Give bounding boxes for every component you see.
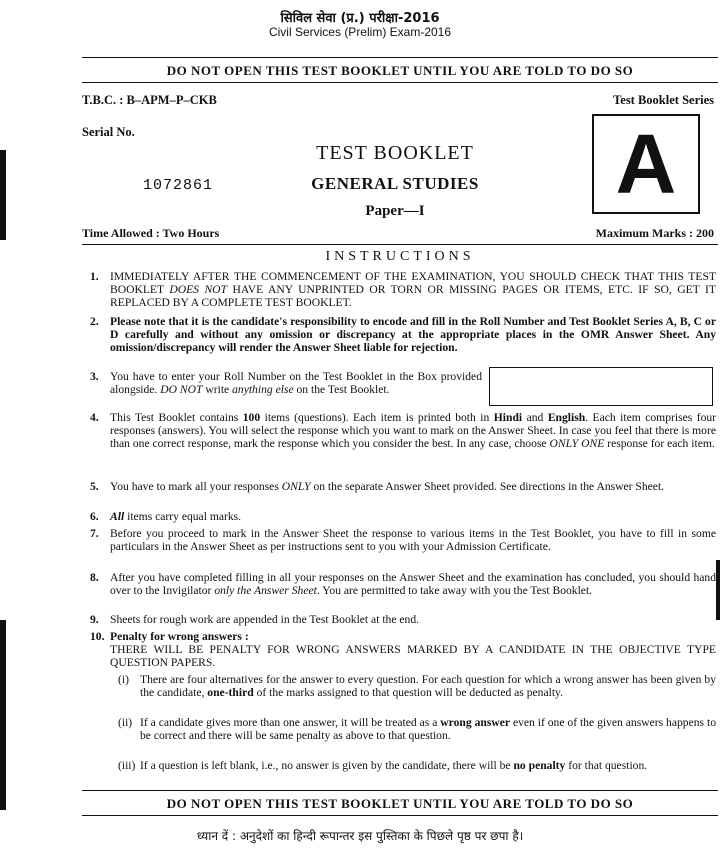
subject-title: GENERAL STUDIES	[311, 174, 479, 193]
roll-number-box[interactable]	[489, 367, 713, 406]
instruction-item: 5. You have to mark all your responses ONLY on the separate Answer Sheet provided. See directions in the Answer Sheet.	[90, 480, 665, 493]
time-allowed: Time Allowed : Two Hours	[82, 226, 220, 240]
instruction-item: 2. Please note that it is the candidate's responsibility to encode and fill in the Roll Number and Test Booklet Series A, B, C or D carefully and without any omission or discrepancy at the appropriate places in the OMR Answer Sheet. Any omission/discrepancy will render the Answer Sheet liable for rejection.	[90, 315, 716, 354]
instruction-item: 6. All items carry equal marks.	[90, 510, 242, 523]
instruction-item: 3. You have to enter your Roll Number on the Test Booklet in the Box provided alongside. DO NOT write anything else on the Test Booklet.	[90, 370, 482, 396]
divider	[82, 815, 718, 816]
scan-edge-mark	[0, 620, 6, 810]
maximum-marks: Maximum Marks : 200	[595, 226, 714, 240]
serial-number: 1072861	[143, 177, 214, 194]
instruction-item: 1. IMMEDIATELY AFTER THE COMMENCEMENT OF THE EXAMINATION, YOU SHOULD CHECK THAT THIS TEST BOOKLET DOES NOT HAVE ANY UNPRINTED OR TORN OR MISSING PAGES OR ITEMS, ETC. IF SO, GET IT REPLACED BY A COMPLETE TEST BOOKLET.	[90, 270, 716, 309]
penalty-subitem: (iii) If a question is left blank, i.e., no answer is given by the candidate, there will be no penalty for that question.	[118, 759, 648, 772]
bottom-warning: DO NOT OPEN THIS TEST BOOKLET UNTIL YOU ARE TOLD TO DO SO	[166, 796, 634, 811]
penalty-subitem: (ii) If a candidate gives more than one answer, it will be treated as a wrong answer even if one of the given answers happens to be correct and there will be same penalty as above to that question.	[118, 716, 716, 742]
exam-name-english: Civil Services (Prelim) Exam-2016	[268, 25, 452, 39]
footer-note-hindi: ध्यान दें : अनुदेशों का हिन्दी रूपान्तर इस पुस्तिका के पिछले पृष्ठ पर छपा है।	[196, 829, 524, 843]
instructions-title: INSTRUCTIONS	[325, 249, 475, 264]
series-label: Test Booklet Series	[613, 93, 714, 107]
series-letter: A	[615, 117, 677, 211]
instruction-item: 7. Before you proceed to mark in the Answer Sheet the response to various items in the Test Booklet, you have to fill in some particulars in the Answer Sheet as per instructions sent to you with your Admission Certificate.	[90, 527, 716, 553]
serial-label: Serial No.	[82, 125, 135, 139]
divider	[82, 57, 718, 58]
paper-title: Paper—I	[365, 203, 425, 219]
instruction-item: 4. This Test Booklet contains 100 items (questions). Each item is printed both in Hindi and English. Each item comprises four responses (answers). You will select the response which you want to mark on the Answer Sheet. In case you feel that there is more than one correct response, mark the response which you consider the best. In any case, choose ONLY ONE response for each item.	[90, 411, 717, 450]
instruction-item: 10. Penalty for wrong answers : THERE WILL BE PENALTY FOR WRONG ANSWERS MARKED BY A CANDIDATE IN THE OBJECTIVE TYPE QUESTION PAPERS.	[90, 630, 716, 669]
instruction-item: 8. After you have completed filling in all your responses on the Answer Sheet and the examination has concluded, you should hand over to the Invigilator only the Answer Sheet. You are permitted to take away with you the Test Booklet.	[90, 571, 716, 597]
divider	[82, 790, 718, 791]
divider	[82, 244, 718, 245]
tbc-code: T.B.C. : B–APM–P–CKB	[82, 93, 217, 107]
series-box	[592, 114, 700, 214]
booklet-title: TEST BOOKLET	[316, 142, 474, 164]
exam-name-hindi: सिविल सेवा (प्र.) परीक्षा-2016	[280, 11, 440, 26]
instruction-item: 9. Sheets for rough work are appended in the Test Booklet at the end.	[90, 613, 420, 626]
top-warning: DO NOT OPEN THIS TEST BOOKLET UNTIL YOU ARE TOLD TO DO SO	[166, 63, 634, 78]
penalty-subitem: (i) There are four alternatives for the answer to every question. For each question for which a wrong answer has been given by the candidate, one-third of the marks assigned to that question will be deducted as penalty.	[118, 673, 716, 699]
scan-edge-mark	[716, 560, 720, 620]
divider	[82, 82, 718, 83]
